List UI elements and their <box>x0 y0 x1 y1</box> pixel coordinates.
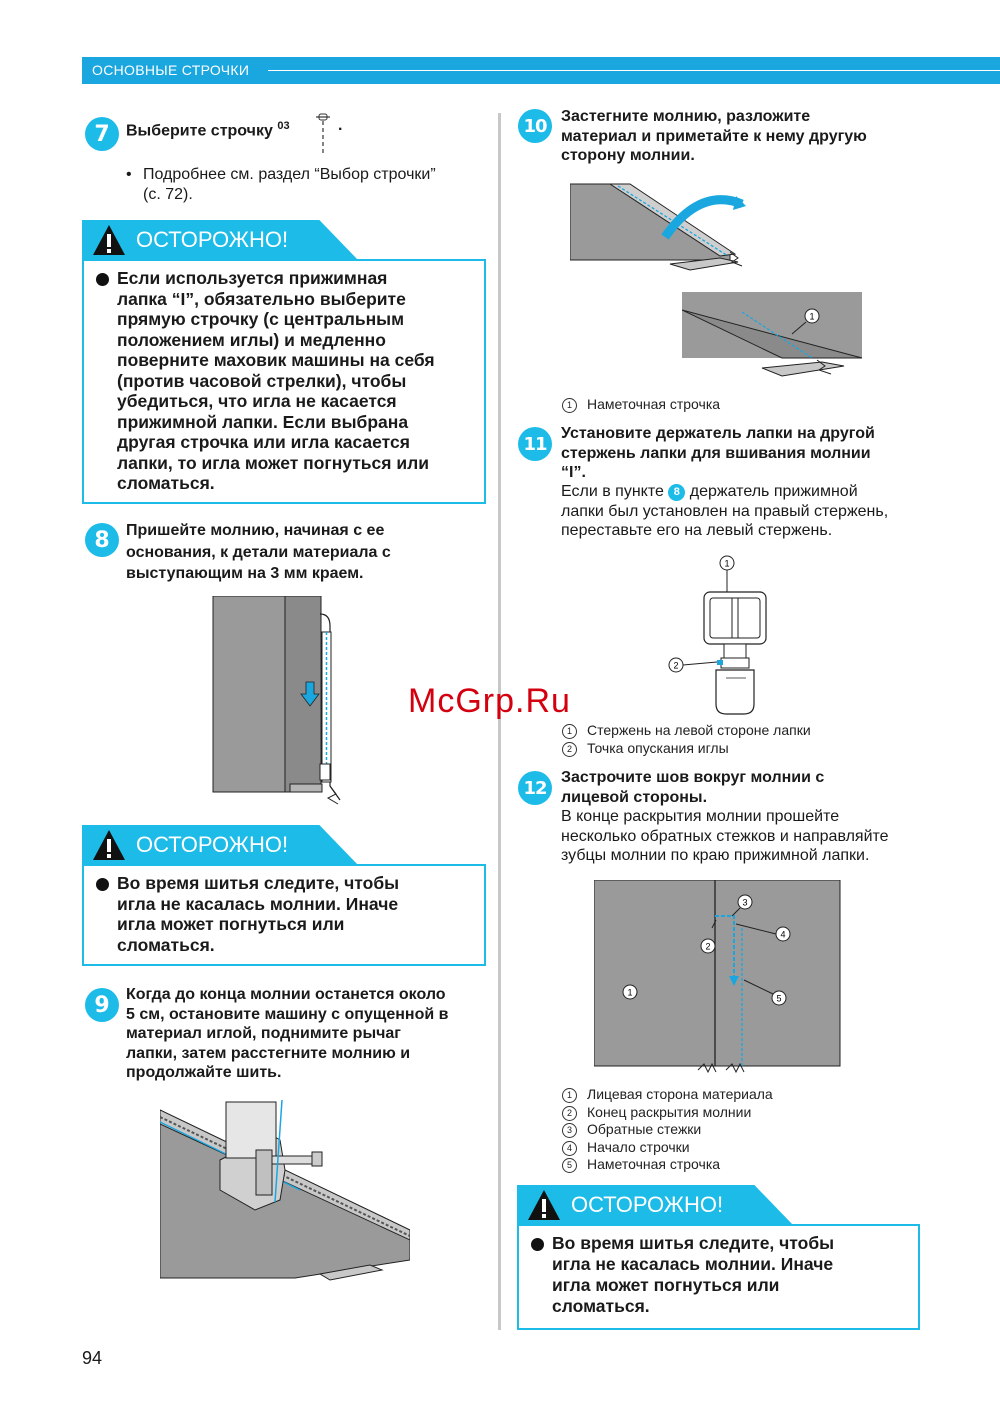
legend-num: 3 <box>562 1123 577 1138</box>
caution-3-bullet <box>531 1238 544 1251</box>
caution-2-header <box>82 825 362 865</box>
step-10-legend <box>562 396 720 414</box>
step-7-note-bullet: • <box>126 166 132 183</box>
step-line: Установите держатель лапки на другой <box>561 425 875 442</box>
step-8-badge: 8 <box>85 523 119 557</box>
legend-text: Наметочная строчка <box>587 396 721 412</box>
caution-line: (против часовой стрелки), чтобы <box>117 370 407 391</box>
zipper-sewing-illustration <box>212 596 347 808</box>
caution-2-label: ОСТОРОЖНО! <box>136 832 289 857</box>
step-10-badge: 10 <box>518 109 552 143</box>
step-9-text <box>126 985 448 1083</box>
step-12-badge: 12 <box>518 771 552 805</box>
caution-line: лапки, то игла может погнуться или <box>117 452 429 473</box>
step-line: Пришейте молнию, начиная с ее <box>126 522 385 539</box>
caution-2-bullet <box>96 878 109 891</box>
note-line: Подробнее см. раздел “Выбор строчки” <box>143 166 436 183</box>
callout-5: 5 <box>776 993 782 1004</box>
step-7-note <box>143 165 483 205</box>
step-12-title <box>561 768 824 807</box>
legend-item <box>562 1086 773 1104</box>
body-text: Если в пункте <box>561 483 664 500</box>
step-line: материал иглой, поднимите рычаг <box>126 1025 401 1042</box>
caution-line: поверните маховик машины на себя <box>117 350 435 370</box>
caution-line: прямую строчку (с центральным <box>117 309 405 329</box>
legend-item <box>562 1104 773 1122</box>
caution-line: сломаться. <box>117 473 215 493</box>
legend-num: 2 <box>562 1106 577 1121</box>
caution-line: прижимной лапки. Если выбрана <box>117 411 409 432</box>
header-rule <box>268 70 1000 71</box>
step-11-legend <box>562 722 811 757</box>
step-line: сторону молнии. <box>561 147 695 164</box>
callout-1: 1 <box>809 311 815 322</box>
legend-text: Точка опускания иглы <box>587 739 729 756</box>
caution-line: игла может погнуться или <box>552 1275 780 1295</box>
warning-icon <box>92 224 126 256</box>
legend-num: 1 <box>562 1088 577 1103</box>
caution-line: Во время шитья следите, чтобы <box>552 1233 835 1253</box>
step-7-badge: 7 <box>85 117 119 151</box>
caution-1-label: ОСТОРОЖНО! <box>136 227 289 252</box>
step-7-title <box>126 116 290 141</box>
step-11-badge: 11 <box>518 427 552 461</box>
straight-stitch-icon <box>314 113 334 157</box>
legend-num: 2 <box>562 742 577 757</box>
step-8-ref-badge: 8 <box>668 484 685 501</box>
caution-line: игла может погнуться или <box>117 914 345 934</box>
step-11-title <box>561 424 875 483</box>
caution-1-text <box>117 268 482 494</box>
caution-line: сломаться. <box>117 934 215 955</box>
step-line: продолжайте шить. <box>126 1064 282 1081</box>
step-line: 5 см, остановите машину с опущенной в <box>126 1005 449 1023</box>
caution-line: другая строчка или игла касается <box>117 432 410 452</box>
warning-icon <box>527 1189 561 1221</box>
step-11-body <box>561 482 888 541</box>
legend-item <box>562 722 811 740</box>
caution-3-header <box>517 1185 797 1225</box>
topstitch-illustration <box>594 880 842 1084</box>
callout-2: 2 <box>705 941 711 952</box>
caution-3-text <box>552 1233 912 1317</box>
body-line: несколько обратных стежков и направляйте <box>561 827 889 845</box>
step-line: материал и приметайте к нему другую <box>561 127 867 145</box>
step-line: “I”. <box>561 464 586 481</box>
zipper-foot-diagram <box>666 554 776 720</box>
step-line: лапки, затем расстегните молнию и <box>126 1044 411 1062</box>
caution-2-text <box>117 873 482 955</box>
caution-line: Во время шитья следите, чтобы <box>117 873 400 893</box>
legend-num: 1 <box>562 724 577 739</box>
column-divider <box>498 113 501 1330</box>
legend-item <box>562 740 811 758</box>
legend-text: Конец раскрытия молнии <box>587 1103 752 1120</box>
stitch-code: 03 <box>277 120 290 132</box>
step-line: Застрочите шов вокруг молнии с <box>561 769 825 786</box>
caution-3-label: ОСТОРОЖНО! <box>571 1192 724 1217</box>
legend-num: 4 <box>562 1141 577 1156</box>
zipper-fold-illustration <box>570 182 770 274</box>
legend-text: Наметочная строчка <box>587 1156 721 1172</box>
caution-line: игла не касалась молнии. Иначе <box>552 1254 834 1274</box>
step-7-title-text: Выберите строчку <box>126 122 273 140</box>
legend-text: Начало строчки <box>587 1138 690 1155</box>
step-line: лицевой стороны. <box>561 788 708 806</box>
step-9-badge: 9 <box>85 988 119 1022</box>
body-line: зубцы молнии по краю прижимной лапки. <box>561 847 870 864</box>
page-number: 94 <box>82 1348 103 1368</box>
callout-1: 1 <box>724 558 730 569</box>
caution-line: сломаться. <box>552 1296 650 1316</box>
step-12-body <box>561 807 889 866</box>
legend-text: Обратные стежки <box>587 1121 702 1137</box>
body-line: лапки был установлен на правый стержень, <box>561 502 889 520</box>
warning-icon <box>92 829 126 861</box>
caution-line: игла не касалась молнии. Иначе <box>117 893 399 914</box>
body-line: переставьте его на левый стержень. <box>561 522 833 539</box>
legend-item <box>562 1156 773 1174</box>
body-line: В конце раскрытия молнии прошейте <box>561 808 840 825</box>
step-line: выступающим на 3 мм краем. <box>126 565 364 582</box>
step-7-period: . <box>338 117 343 134</box>
zipper-foot-sewing-illustration <box>160 1100 410 1282</box>
step-12-legend <box>562 1086 773 1174</box>
section-title: ОСНОВНЫЕ СТРОЧКИ <box>92 62 250 78</box>
note-line: (с. 72). <box>143 186 193 203</box>
step-8-text <box>126 520 391 585</box>
caution-1-bullet <box>96 273 109 286</box>
legend-num: 5 <box>562 1158 577 1173</box>
step-10-text <box>561 107 867 166</box>
step-line: стержень лапки для вшивания молнии <box>561 444 871 462</box>
caution-line: положением иглы) и медленно <box>117 329 386 350</box>
basting-stitch-illustration <box>682 292 864 388</box>
caution-line: Если используется прижимная <box>117 268 388 288</box>
body-line <box>561 482 888 502</box>
callout-3: 3 <box>742 897 748 908</box>
legend-item <box>562 1121 773 1139</box>
watermark: McGrp.Ru <box>408 682 571 720</box>
step-line: Застегните молнию, разложите <box>561 108 811 125</box>
step-line: основания, к детали материала с <box>126 543 391 561</box>
legend-item <box>562 396 720 414</box>
legend-text: Стержень на левой стороне лапки <box>587 722 811 738</box>
callout-1: 1 <box>627 987 633 998</box>
legend-item <box>562 1139 773 1157</box>
caution-line: лапка “I”, обязательно выберите <box>117 288 406 309</box>
legend-text: Лицевая сторона материала <box>587 1086 773 1102</box>
callout-2: 2 <box>673 660 679 671</box>
body-text: держатель прижимной <box>689 483 858 500</box>
legend-num: 1 <box>562 398 577 413</box>
caution-1-header <box>82 220 362 260</box>
caution-line: убедиться, что игла не касается <box>117 391 397 411</box>
step-line: Когда до конца молнии останется около <box>126 986 446 1003</box>
callout-4: 4 <box>780 929 786 940</box>
